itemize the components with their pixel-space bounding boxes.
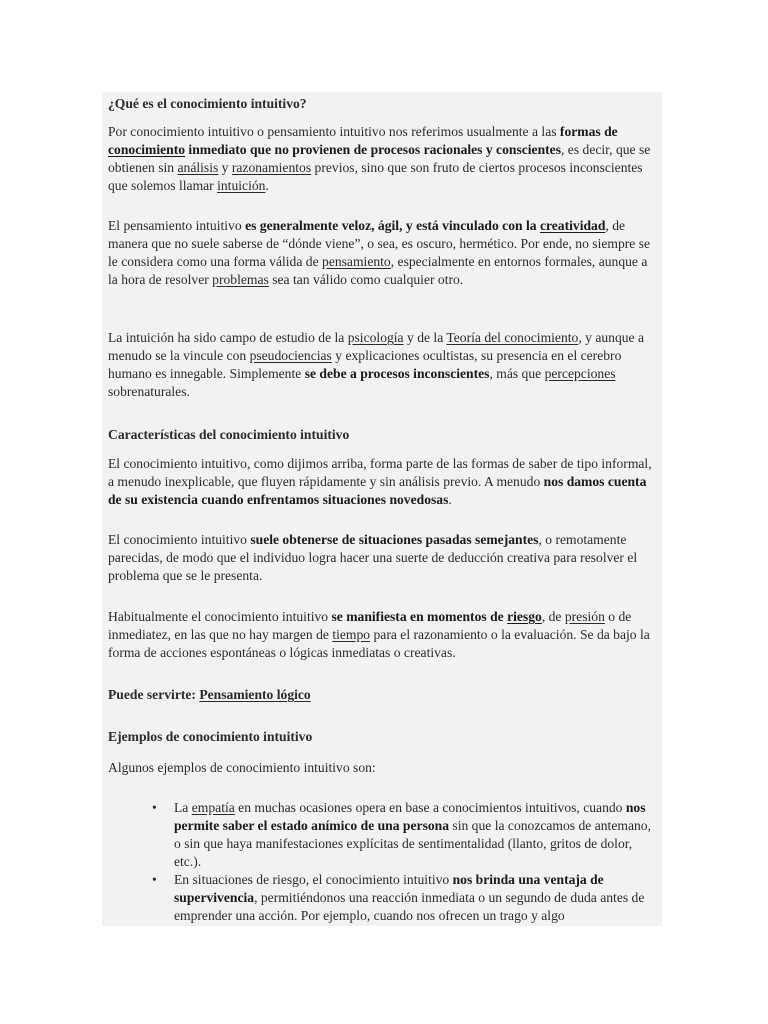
list-item bbox=[108, 799, 660, 871]
bold-text: formas de conocimiento inmediato que no provienen de procesos racionales y conscientes bbox=[108, 124, 618, 157]
text-run: , y aunque a menudo se la vincule con bbox=[108, 330, 645, 363]
text-run: Habitualmente el conocimiento intuitivo bbox=[108, 609, 332, 624]
text-run: , es decir, que se obtienen sin bbox=[108, 142, 651, 175]
link-problemas[interactable]: problemas bbox=[212, 272, 269, 287]
text-run: , especialmente en entornos formales, aunque a la hora de resolver bbox=[108, 254, 648, 287]
text-run: sobrenaturales. bbox=[108, 384, 190, 399]
link-tiempo[interactable]: tiempo bbox=[332, 627, 371, 642]
document-page bbox=[102, 92, 662, 926]
text-run: o de inmediatez, en las que no hay margen de bbox=[108, 609, 632, 642]
link-pensamiento-logico[interactable]: Pensamiento lógico bbox=[199, 687, 311, 702]
bold-text: se manifiesta en momentos de riesgo bbox=[331, 609, 542, 624]
paragraph-risk bbox=[108, 608, 660, 662]
text-run: , o remotamente parecidas, de modo que el individuo logra hacer una suerte de deducción creativa para resolver el problema que se le presenta. bbox=[108, 532, 638, 583]
link-pensamiento[interactable]: pensamiento bbox=[322, 254, 391, 269]
paragraph-informal bbox=[108, 455, 660, 509]
text-run: , de bbox=[541, 609, 565, 624]
link-razonamientos[interactable]: razonamientos bbox=[231, 160, 312, 175]
bullet-icon: • bbox=[152, 872, 157, 887]
link-creatividad[interactable]: creatividad bbox=[539, 218, 606, 233]
related-label: Puede servirte: bbox=[108, 687, 200, 702]
text-run: previos, sino que son fruto de ciertos procesos inconscientes que solemos llamar bbox=[108, 160, 643, 193]
text-run: y bbox=[218, 160, 232, 175]
bold-text: nos permite saber el estado anímico de una persona bbox=[174, 800, 646, 833]
bold-text: se debe a procesos inconscientes bbox=[304, 366, 490, 381]
paragraph-speed bbox=[108, 217, 660, 289]
list-item bbox=[108, 871, 660, 925]
text-run: en muchas ocasiones opera en base a conocimientos intuitivos, cuando bbox=[234, 800, 626, 815]
paragraph-examples-intro: Algunos ejemplos de conocimiento intuitivo son: bbox=[108, 760, 376, 775]
link-intuicion[interactable]: intuición bbox=[217, 178, 266, 193]
text-run: y de la bbox=[403, 330, 447, 345]
text-run: En situaciones de riesgo, el conocimiento intuitivo bbox=[174, 872, 453, 887]
bold-text: nos damos cuenta de su existencia cuando enfrentamos situaciones novedosas bbox=[108, 474, 647, 507]
link-empatia[interactable]: empatía bbox=[191, 800, 235, 815]
link-pseudociencias[interactable]: pseudociencias bbox=[249, 348, 332, 363]
link-teoria-del-conocimiento[interactable]: Teoría del conocimiento bbox=[446, 330, 579, 345]
bold-text: es generalmente veloz, ágil, y está vinculado con la creatividad bbox=[245, 218, 606, 233]
section-heading-what-is: ¿Qué es el conocimiento intuitivo? bbox=[108, 96, 307, 111]
bold-text: suele obtenerse de situaciones pasadas semejantes bbox=[250, 532, 539, 547]
text-run: La intuición ha sido campo de estudio de la bbox=[108, 330, 348, 345]
examples-list bbox=[108, 799, 660, 925]
related-article bbox=[108, 686, 660, 704]
link-riesgo[interactable]: riesgo bbox=[507, 609, 542, 624]
paragraph-past-situations bbox=[108, 531, 660, 585]
text-run: La bbox=[174, 800, 192, 815]
text-run: El conocimiento intuitivo bbox=[108, 532, 251, 547]
text-run: Por conocimiento intuitivo o pensamiento intuitivo nos referimos usualmente a las bbox=[108, 124, 560, 139]
text-run: , más que bbox=[489, 366, 545, 381]
link-presion[interactable]: presión bbox=[564, 609, 605, 624]
bold-text: nos brinda una ventaja de supervivencia bbox=[174, 872, 604, 905]
section-heading-examples: Ejemplos de conocimiento intuitivo bbox=[108, 729, 313, 744]
link-psicologia[interactable]: psicología bbox=[347, 330, 404, 345]
section-heading-characteristics: Características del conocimiento intuitivo bbox=[108, 427, 350, 442]
paragraph-study bbox=[108, 329, 660, 401]
link-percepciones[interactable]: percepciones bbox=[544, 366, 616, 381]
text-run: , permitiéndonos una reacción inmediata o un segundo de duda antes de emprender una acción. Por ejemplo, cuando nos ofrecen un trago y algo bbox=[174, 890, 645, 923]
text-run: , de manera que no suele saberse de “dónde viene”, o sea, es oscuro, hermético. Por ende, no siempre se le considera como una forma válida de bbox=[108, 218, 651, 269]
text-run: y explicaciones ocultistas, su presencia en el cerebro humano es innegable. Simplemente bbox=[108, 348, 622, 381]
text-run: El conocimiento intuitivo, como dijimos arriba, forma parte de las formas de saber de tipo informal, a menudo inexplicable, que fluyen rápidamente y sin análisis previo. A menudo bbox=[108, 456, 652, 489]
text-run: sin que la conozcamos de antemano, o sin que haya manifestaciones explícitas de sentimentalidad (llanto, gritos de dolor, etc.). bbox=[174, 818, 651, 869]
link-conocimiento[interactable]: conocimiento bbox=[108, 142, 186, 157]
link-analisis[interactable]: análisis bbox=[177, 160, 219, 175]
bullet-icon: • bbox=[152, 800, 157, 815]
text-run: sea tan válido como cualquier otro. bbox=[268, 272, 464, 287]
text-run: El pensamiento intuitivo bbox=[108, 218, 246, 233]
paragraph-definition bbox=[108, 123, 660, 195]
text-run: . bbox=[448, 492, 452, 507]
text-run: . bbox=[265, 178, 269, 193]
text-run: para el razonamiento o la evaluación. Se da bajo la forma de acciones espontáneas o lógicas inmediatas o creativas. bbox=[108, 627, 650, 660]
